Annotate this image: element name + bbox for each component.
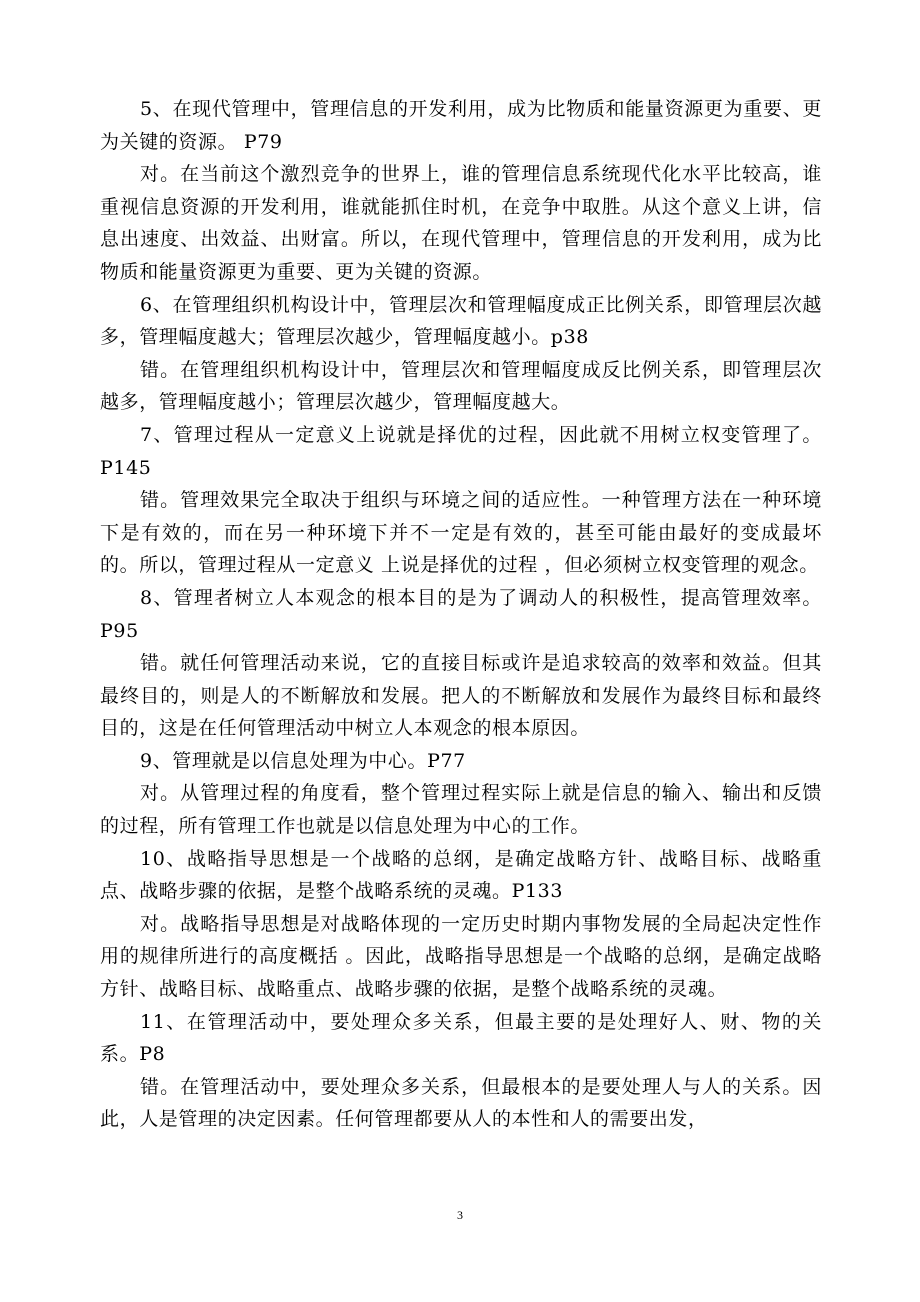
page-number: 3 [457,1208,463,1222]
question-5: 5、在现代管理中，管理信息的开发利用，成为比物质和能量资源更为重要、更为关键的资源。 P79 [100,98,822,153]
answer-8: 错。就任何管理活动来说，它的直接目标或许是追求较高的效率和效益。但其最终目的，则是人的不断解放和发展。把人的不断解放和发展作为最终目标和最终目的，这是在任何管理活动中树立人本观念的根本原因。 [100,652,822,740]
answer-9: 对。从管理过程的角度看，整个管理过程实际上就是信息的输入、输出和反馈的过程，所有管理工作也就是以信息处理为中心的工作。 [100,782,822,838]
answer-11: 错。在管理活动中，要处理众多关系，但最根本的是要处理人与人的关系。因此，人是管理的决定因素。任何管理都要从人的本性和人的需要出发， [100,1075,822,1131]
answer-5: 对。在当前这个激烈竞争的世界上，谁的管理信息系统现代化水平比较高，谁重视信息资源的开发利用，谁就能抓住时机，在竞争中取胜。从这个意义上讲，信息出速度、出效益、出财富。所以，在现代管理中，管理信息的开发利用，成为比物质和能量资源更为重要、更为关键的资源。 [100,163,822,283]
question-8: 8、管理者树立人本观念的根本目的是为了调动人的积极性，提高管理效率。P95 [100,586,822,642]
answer-7: 错。管理效果完全取决于组织与环境之间的适应性。一种管理方法在一种环境下是有效的，而在另一种环境下并不一定是有效的，甚至可能由最好的变成最坏的。所以，管理过程从一定意义 上说是择优的过程 ，但必须树立权变管理的观念。 [100,489,822,577]
question-11: 11、在管理活动中，要处理众多关系，但最主要的是处理好人、财、物的关系。P8 [100,1010,822,1066]
answer-10: 对。战略指导思想是对战略体现的一定历史时期内事物发展的全局起决定性作用的规律所进行的高度概括 。因此，战略指导思想是一个战略的总纲，是确定战略方针、战略目标、战略重点、战略步骤的依据，是整个战略系统的灵魂。 [100,912,822,1001]
question-9: 9、管理就是以信息处理为中心。P77 [140,749,466,772]
answer-6: 错。在管理组织机构设计中，管理层次和管理幅度成反比例关系，即管理层次越多，管理幅度越小；管理层次越少，管理幅度越大。 [100,358,822,414]
question-6: 6、在管理组织机构设计中，管理层次和管理幅度成正比例关系，即管理层次越多，管理幅度越大；管理层次越少，管理幅度越小。p38 [100,293,822,349]
question-10: 10、战略指导思想是一个战略的总纲，是确定战略方针、战略目标、战略重点、战略步骤的依据，是整个战略系统的灵魂。P133 [100,847,822,903]
document-body [100,93,822,1136]
question-7: 7、管理过程从一定意义上说就是择优的过程，因此就不用树立权变管理了。P145 [100,423,822,479]
